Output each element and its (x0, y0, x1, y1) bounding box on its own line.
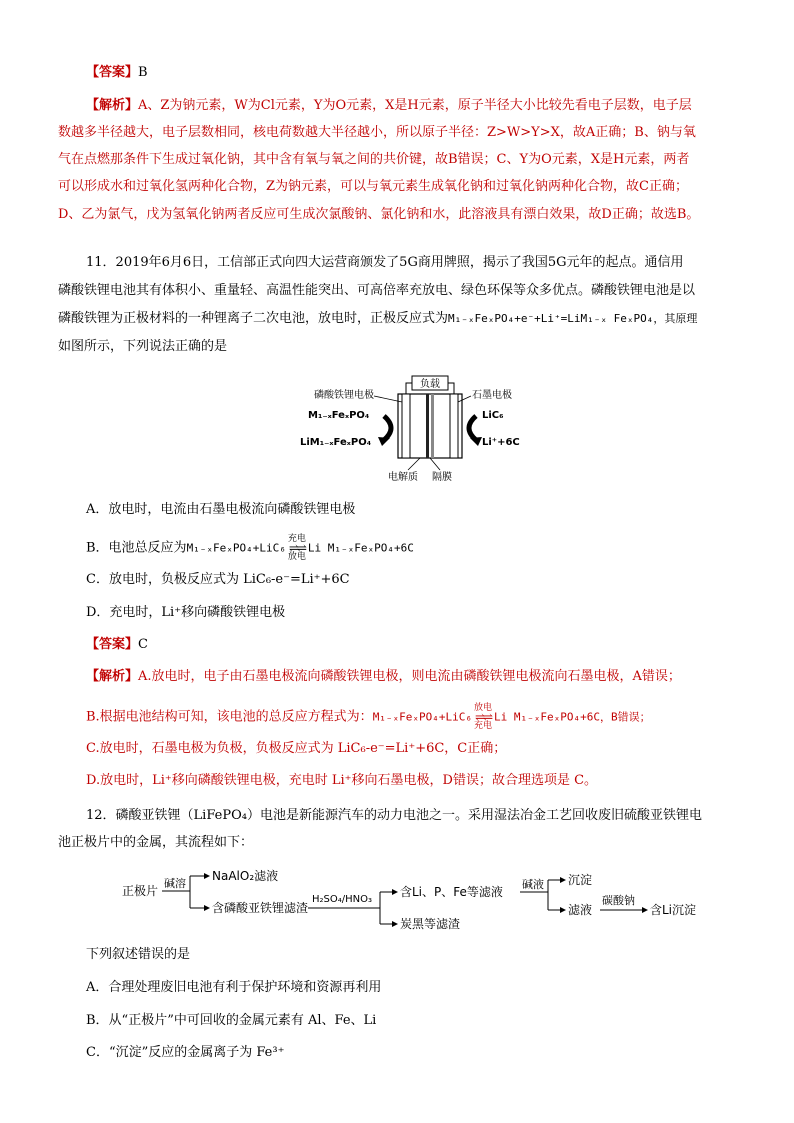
flow-start: 正极片 (122, 884, 159, 898)
positive-electrode-formula: M₁₋ₓFeₓPO₄+e⁻+Li⁺=LiM₁₋ₓ FeₓPO₄，其原理 (448, 312, 698, 325)
left-bottom-species: LiM₁₋ₓFeₓPO₄ (300, 437, 372, 448)
answer-tag: 【答案】 (86, 637, 139, 652)
flow-out1: NaAlO₂滤液 (212, 869, 279, 883)
electrolyte-label: 电解质 (388, 472, 418, 483)
q11-analysis-b: B.根据电池结构可知，该电池的总反应方程式为：M₁₋ₓFeₓPO₄+LiC₆ 放电 ⇌⇌ 充电 Li M₁₋ₓFeₓPO₄+6C，B错误； (86, 703, 651, 731)
q11-analysis-d: D.放电时，Li⁺移向磷酸铁锂电极，充电时 Li⁺移向石墨电极，D错误；故合理选项是 C。 (86, 773, 598, 788)
membrane-label: 隔膜 (432, 472, 452, 483)
q11-option-b: B．电池总反应为M₁₋ₓFeₓPO₄+LiC₆ 充电 ⇌⇌ 放电 Li M₁₋ₓFeₓPO₄+6C (86, 534, 414, 562)
recycling-flowchart (118, 866, 718, 936)
left-electrode (402, 394, 410, 458)
q11-option-a: A．放电时，电流由石墨电极流向磷酸铁锂电极 (86, 502, 356, 517)
q11-option-c: C．放电时，负极反应式为 LiC₆-e⁻=Li⁺+6C (86, 572, 350, 587)
reversible-arrow: 放电 ⇌⇌ 充电 (474, 703, 493, 731)
q11-stem-line-2: 磷酸铁锂电池其有体积小、重量轻、高温性能突出、可高倍率充放电、绿色环保等众多优点。磷酸铁锂电池是以 (58, 283, 696, 298)
flow-step1-label: 碱溶 (164, 877, 186, 890)
q12-option-c: C．“沉淀”反应的金属离子为 Fe³⁺ (86, 1045, 285, 1060)
q10-analysis-line-5: D、乙为氯气，戊为氢氧化钠两者反应可生成次氯酸钠、氯化钠和水，此溶液具有漂白效果，故D正确；故选B。 (58, 207, 700, 222)
flow-out3: 含Li、P、Fe等滤液 (400, 885, 503, 899)
answer-value: B (138, 65, 148, 80)
flow-out4: 炭黑等滤渣 (400, 917, 461, 931)
flow-out2: 含磷酸亚铁锂滤渣 (212, 901, 309, 915)
flow-out7: 含Li沉淀 (650, 903, 697, 917)
load-label: 负载 (420, 379, 440, 390)
q11-analysis-a: 【解析】A.放电时，电子由石墨电极流向磷酸铁锂电极，则电流由磷酸铁锂电极流向石墨电极，A错误； (86, 669, 681, 684)
battery-diagram (296, 372, 532, 484)
reversible-arrow: 充电 ⇌⇌ 放电 (287, 534, 306, 562)
right-bottom-species: Li⁺+6C (482, 437, 520, 448)
left-electrode-label: 磷酸铁锂电极 (314, 390, 374, 401)
answer-tag: 【答案】 (86, 65, 139, 80)
right-electrode-label: 石墨电极 (472, 390, 512, 401)
flow-out6: 滤液 (568, 903, 593, 917)
q11-stem-line-3: 磷酸铁锂为正极材料的一种锂离子二次电池，放电时，正极反应式为M₁₋ₓFeₓPO₄+e⁻+Li⁺=LiM₁₋ₓ FeₓPO₄，其原理 (58, 311, 698, 326)
q10-analysis-line-4: 可以形成水和过氧化氢两种化合物，Z为钠元素，可以与氧元素生成氧化钠和过氧化钠两种化合物，故C正确； (58, 179, 688, 194)
flow-reagent3: 碱液 (522, 878, 544, 891)
q11-answer (86, 635, 148, 655)
q10-analysis-line-3: 气在点燃那条件下生成过氧化钠，其中含有氧与氧之间的共价键，故B错误；C、Y为O元素，X是H元素，两者 (58, 152, 690, 167)
q12-question: 下列叙述错误的是 (86, 947, 191, 962)
q11-stem-line-1: 11．2019年6月6日，工信部正式向四大运营商颁发了5G商用牌照，揭示了我国5G元年的起点。通信用 (86, 255, 684, 270)
right-curved-arrow (469, 416, 476, 440)
q10-analysis-line-1 (86, 96, 692, 116)
q11-analysis-c: C.放电时，石墨电极为负极，负极反应式为 LiC₆-e⁻=Li⁺+6C，C正确； (86, 741, 507, 756)
q12-option-a: A．合理处理废旧电池有利于保护环境和资源再利用 (86, 980, 382, 995)
q11-stem-line-4: 如图所示，下列说法正确的是 (58, 339, 228, 354)
right-electrode (450, 394, 458, 458)
analysis-tag: 【解析】 (86, 669, 139, 684)
analysis-text: A、Z为钠元素，W为Cl元素，Y为O元素，X是H元素，原子半径大小比较先看电子层数，电子层 (138, 98, 692, 113)
left-curved-arrow (384, 416, 391, 440)
q12-stem-line-1: 12．磷酸亚铁锂（LiFePO₄）电池是新能源汽车的动力电池之一。采用湿法冶金工艺回收废旧硫酸亚铁锂电 (86, 808, 702, 823)
q10-answer (86, 63, 148, 83)
right-top-species: LiC₆ (482, 410, 504, 421)
q12-stem-line-2: 池正极片中的金属，其流程如下： (58, 835, 254, 850)
answer-value: C (138, 637, 148, 652)
q10-analysis-line-2: 数越多半径越大，电子层数相同，核电荷数越大半径越小，所以原子半径：Z>W>Y>X，故A正确；B、钠与氧 (58, 125, 696, 140)
left-top-species: M₁₋ₓFeₓPO₄ (308, 410, 370, 421)
membrane-bar (426, 394, 429, 458)
membrane-bar-2 (431, 394, 434, 458)
flow-out5: 沉淀 (568, 873, 593, 887)
flow-reagent4: 碳酸钠 (602, 894, 635, 907)
flow-reagent2: H₂SO₄/HNO₃ (312, 894, 373, 905)
q12-option-b: B．从“正极片”中可回收的金属元素有 Al、Fe、Li (86, 1013, 377, 1028)
analysis-tag: 【解析】 (86, 98, 139, 113)
q11-option-d: D．充电时，Li⁺移向磷酸铁锂电极 (86, 605, 286, 620)
